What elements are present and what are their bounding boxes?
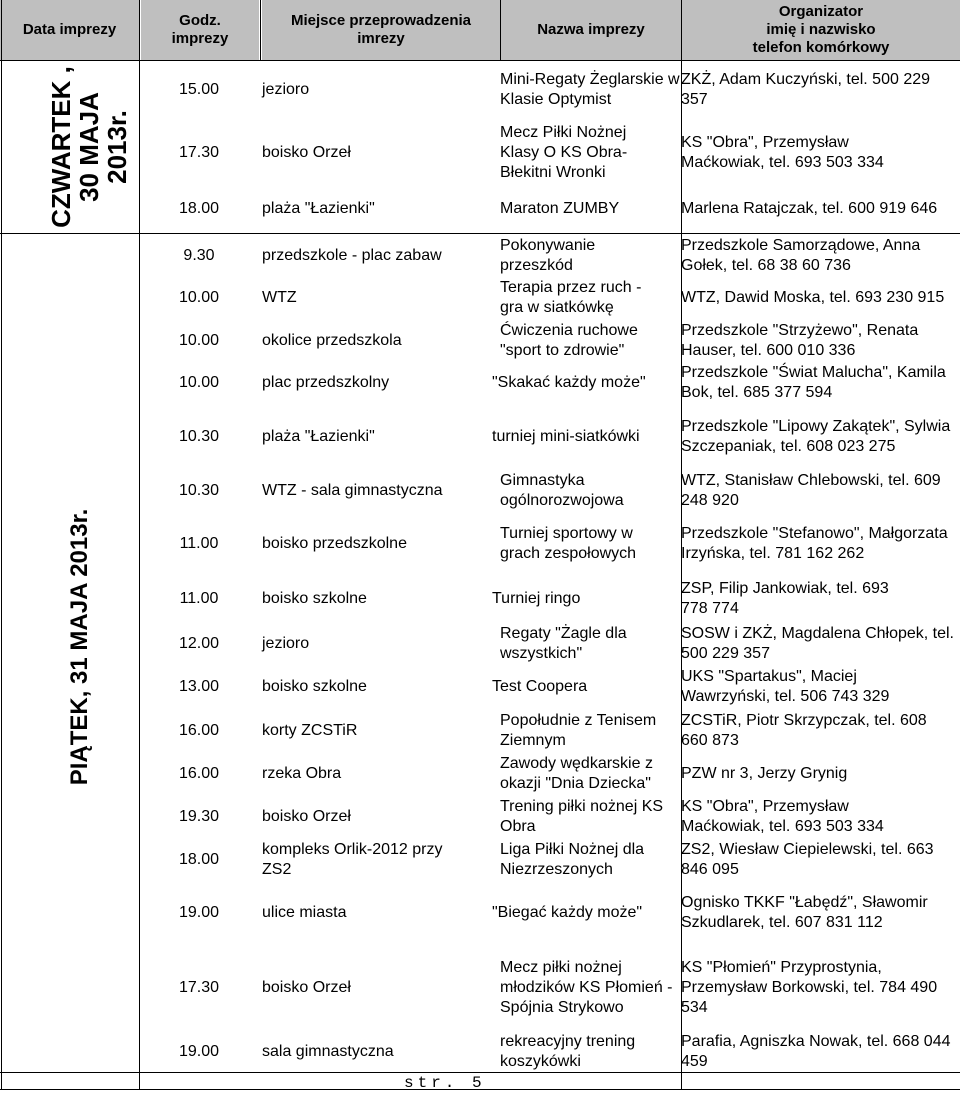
- event-organizer: Przedszkole Samorządowe, Anna Gołek, tel. 68 38 60 736: [681, 237, 921, 274]
- event-place: jezioro: [262, 81, 310, 98]
- event-row: [140, 120, 960, 186]
- event-organizer: SOSW i ZKŻ, Magdalena Chłopek, tel. 500 229 357: [681, 625, 954, 662]
- event-place: sala gimnastyczna: [262, 1043, 394, 1060]
- event-time: 17.30: [178, 144, 220, 161]
- event-organizer: KS "Płomień" Przyprostynia, Przemysław Borkowski, tel. 784 490 534: [681, 959, 938, 1016]
- event-place: boisko Orzeł: [262, 979, 351, 996]
- event-place: okolice przedszkola: [262, 332, 402, 349]
- event-row: [140, 710, 960, 752]
- event-time: 15.00: [178, 81, 220, 98]
- event-name: "Biegać każdy może": [492, 904, 643, 921]
- event-place: kompleks Orlik-2012 przy ZS2: [262, 841, 443, 878]
- event-place: boisko szkolne: [262, 678, 367, 695]
- event-time: 10.30: [178, 428, 220, 445]
- event-name: Regaty "Żagle dla wszystkich": [500, 625, 627, 662]
- event-time: 16.00: [178, 722, 220, 739]
- event-time: 11.00: [179, 535, 219, 552]
- event-place: boisko Orzeł: [262, 144, 351, 161]
- day-label-friday: PIĄTEK, 31 MAJA 2013r.: [66, 508, 93, 786]
- event-time: 11.00: [179, 590, 219, 607]
- event-name: turniej mini-siatkówki: [492, 428, 640, 445]
- event-time: 17.30: [178, 979, 220, 996]
- event-place: boisko szkolne: [262, 590, 367, 607]
- event-place-name: [262, 362, 680, 404]
- header-date: Data imprezy: [0, 0, 139, 60]
- event-organizer: Przedszkole "Lipowy Zakątek", Sylwia Szczepaniak, tel. 608 023 275: [681, 418, 951, 455]
- event-time: 19.00: [178, 1043, 220, 1060]
- event-row: [140, 512, 960, 576]
- event-name: Turniej ringo: [492, 590, 581, 607]
- event-organizer: KS "Obra", Przemysław Maćkowiak, tel. 693 503 334: [681, 134, 884, 171]
- event-name: Mecz piłki nożnej młodzików KS Płomień - Spójnia Strykowo: [500, 959, 673, 1016]
- event-name: Trening piłki nożnej KS Obra: [500, 798, 664, 835]
- event-row: [140, 578, 960, 620]
- event-organizer: ZKŻ, Adam Kuczyński, tel. 500 229 357: [681, 71, 931, 108]
- event-row: [140, 752, 960, 796]
- event-name: Turniej sportowy w grach zespołowych: [500, 525, 637, 562]
- event-row: [140, 796, 960, 838]
- event-row: [140, 838, 960, 882]
- divider: [500, 0, 501, 60]
- event-row: [140, 622, 960, 666]
- event-row: [140, 66, 960, 114]
- header-place: Miejsce przeprowadzenia imrezy: [262, 0, 500, 60]
- event-organizer: ZS2, Wiesław Ciepielewski, tel. 663 846 095: [681, 841, 934, 878]
- event-place: boisko Orzeł: [262, 808, 351, 825]
- event-place-name: [262, 666, 680, 708]
- divider: [0, 233, 960, 234]
- event-organizer: WTZ, Stanisław Chlebowski, tel. 609 248 920: [681, 472, 941, 509]
- event-name: Mecz Piłki Nożnej Klasy O KS Obra-Błekitni Wronki: [500, 124, 628, 181]
- event-name: Test Coopera: [492, 678, 588, 695]
- event-place-name: [262, 882, 680, 944]
- event-row: [140, 362, 960, 404]
- event-name: Zawody wędkarskie z okazji "Dnia Dziecka": [500, 755, 653, 792]
- event-organizer: ZCSTiR, Piotr Skrzypczak, tel. 608 660 873: [681, 712, 927, 749]
- event-place: WTZ: [262, 289, 297, 306]
- event-row: [140, 236, 960, 276]
- event-time: 10.00: [178, 289, 220, 306]
- day-label-thursday: CZWARTEK , 30 MAJA 2013r.: [46, 66, 132, 228]
- event-place: przedszkole - plac zabaw: [262, 247, 442, 264]
- divider: [260, 0, 261, 60]
- event-name: Maraton ZUMBY: [500, 200, 620, 217]
- event-organizer: Przedszkole "Strzyżewo", Renata Hauser, tel. 600 010 336: [681, 322, 919, 359]
- event-place: rzeka Obra: [262, 765, 342, 782]
- page-number: str. 5: [404, 1074, 486, 1092]
- event-name: Gimnastyka ogólnorozwojowa: [500, 472, 624, 509]
- event-name: rekreacyjny trening koszykówki: [500, 1033, 636, 1070]
- event-organizer: Przedszkole "Stefanowo", Małgorzata Irzyńska, tel. 781 162 262: [681, 525, 948, 562]
- event-row: [140, 278, 960, 318]
- event-organizer: Parafia, Agniszka Nowak, tel. 668 044 459: [681, 1033, 951, 1070]
- event-name: Popołudnie z Tenisem Ziemnym: [500, 712, 657, 749]
- event-time: 10.30: [178, 482, 220, 499]
- event-row: [140, 882, 960, 944]
- event-organizer: ZSP, Filip Jankowiak, tel. 693 778 774: [681, 580, 889, 617]
- event-row: [140, 666, 960, 708]
- event-place: ulice miasta: [262, 904, 347, 921]
- event-place: plac przedszkolny: [262, 374, 390, 391]
- event-place: korty ZCSTiR: [262, 722, 358, 739]
- event-time: 12.00: [178, 635, 220, 652]
- event-organizer: Przedszkole "Świat Malucha", Kamila Bok, tel. 685 377 594: [681, 364, 946, 401]
- event-time: 18.00: [178, 851, 220, 868]
- event-place: WTZ - sala gimnastyczna: [262, 482, 443, 499]
- event-organizer: Ognisko TKKF "Łabędź", Sławomir Szkudlarek, tel. 607 831 112: [681, 894, 928, 931]
- event-time: 19.30: [178, 808, 220, 825]
- event-row: [140, 470, 960, 512]
- event-time: 9.30: [183, 247, 215, 264]
- event-place: jezioro: [262, 635, 310, 652]
- event-organizer: KS "Obra", Przemysław Maćkowiak, tel. 693 503 334: [681, 798, 884, 835]
- divider: [1, 0, 2, 1090]
- event-organizer: Marlena Ratajczak, tel. 600 919 646: [681, 200, 938, 217]
- event-time: 19.00: [178, 904, 220, 921]
- event-name: Pokonywanie przeszkód: [500, 237, 596, 274]
- event-organizer: UKS "Spartakus", Maciej Wawrzyński, tel. 506 743 329: [681, 668, 890, 705]
- event-time: 10.00: [178, 332, 220, 349]
- divider: [0, 60, 960, 61]
- event-row: [140, 186, 960, 232]
- event-time: 16.00: [178, 765, 220, 782]
- event-name: "Skakać każdy może": [492, 374, 646, 391]
- event-place-name: [262, 578, 680, 620]
- header-organizer: Organizator imię i nazwisko telefon komórkowy: [682, 0, 960, 60]
- event-row: [140, 1030, 960, 1074]
- event-organizer: PZW nr 3, Jerzy Grynig: [681, 765, 848, 782]
- event-time: 13.00: [178, 678, 220, 695]
- event-name: Mini-Regaty Żeglarskie w Klasie Optymist: [500, 71, 680, 108]
- event-time: 10.00: [178, 374, 220, 391]
- event-name: Terapia przez ruch - gra w siatkówkę: [500, 279, 642, 316]
- event-row: [140, 952, 960, 1024]
- event-name: Ćwiczenia ruchowe "sport to zdrowie": [500, 322, 638, 359]
- event-row: [140, 320, 960, 362]
- event-row: [140, 406, 960, 468]
- event-name: Liga Piłki Nożnej dla Niezrzeszonych: [500, 841, 645, 878]
- event-organizer: WTZ, Dawid Moska, tel. 693 230 915: [681, 289, 945, 306]
- event-place: plaża "Łazienki": [262, 428, 375, 445]
- event-place-name: [262, 406, 680, 468]
- event-place: boisko przedszkolne: [262, 535, 407, 552]
- header-time: Godz. imprezy: [141, 0, 259, 60]
- event-time: 18.00: [178, 200, 220, 217]
- event-place: plaża "Łazienki": [262, 200, 375, 217]
- header-name: Nazwa imprezy: [501, 0, 681, 60]
